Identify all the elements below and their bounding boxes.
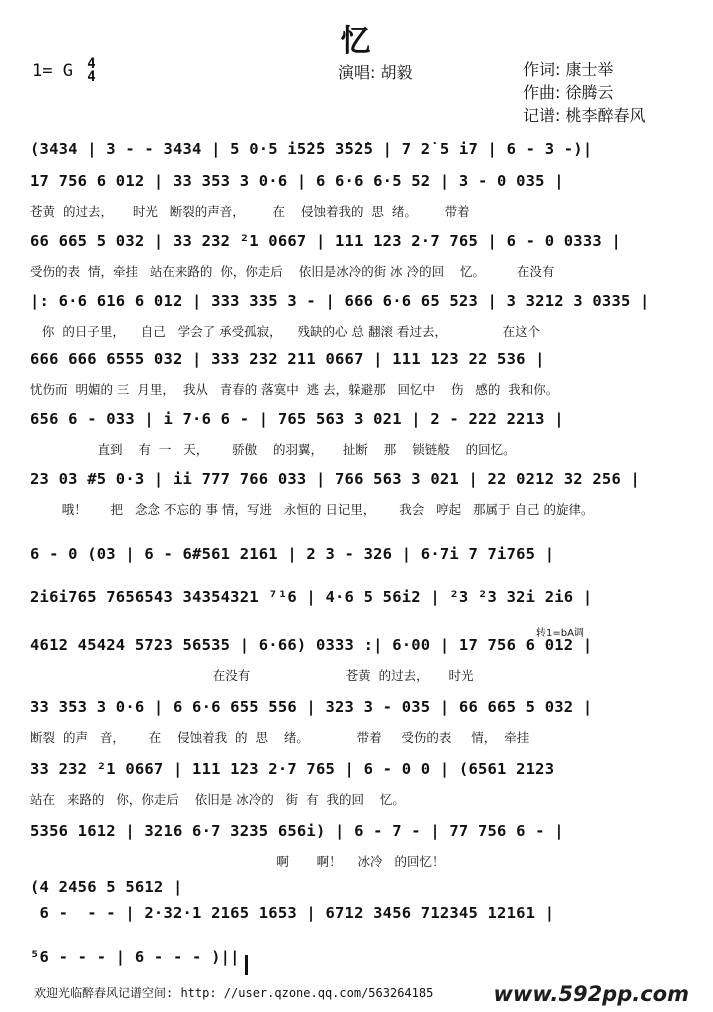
notation-line: 33 232 ²1 0667 | 111 123 2·7 765 | 6 - 0 0 | (6561 2123 <box>30 760 555 778</box>
final-barline <box>245 955 248 975</box>
modulation-note: 转1=bA调 <box>536 628 584 639</box>
key-label: 1= G <box>32 61 73 81</box>
notation-line: 17 756 6 012 | 33 353 3 0·6 | 6 6·6 6·5 52 | 3 - 0 035 | <box>30 172 564 190</box>
notation-line: 23 03 #5 0·3 | ii 777 766 033 | 766 563 3 021 | 22 0212 32 256 | <box>30 470 641 488</box>
lyrics-line: 你 的日子里， 自己 学会了 承受孤寂， 残缺的心 总 翻滚 看过去， 在这个 <box>30 324 541 339</box>
lyrics-line: 直到 有 一 天， 骄傲 的羽翼， 扯断 那 锁链般 的回忆。 <box>30 442 516 457</box>
notation-line: ⁵6 - - - | 6 - - - )|| <box>30 948 240 966</box>
meter-top: 4 <box>87 56 96 72</box>
notation-line: 4612 45424 5723 56535 | 6·66) 0333 :| 6·00 | 17 756 6 012 | <box>30 636 593 654</box>
notation-line: 666 666 6555 032 | 333 232 211 0667 | 111 123 22 536 | <box>30 350 545 368</box>
meter-bottom: 4 <box>87 69 96 85</box>
notation-line: 656 6 - 033 | i 7·6 6 - | 765 563 3 021 | 2 - 222 2213 | <box>30 410 564 428</box>
transcriber-credit: 记谱: 桃李醉春风 <box>523 106 646 125</box>
lyrics-line: 忧伤而 明媚的 三 月里， 我从 青春的 落寞中 逃 去，躲避那 回忆中 伤 感的 我和你。 <box>30 382 559 397</box>
notation-line: 2i6i765 7656543 34354321 ⁷¹6 | 4·6 5 56i2 | ²3 ²3 32i 2i6 | <box>30 588 593 606</box>
credits-block <box>523 58 645 127</box>
site-watermark: www.592pp.com <box>493 982 689 1006</box>
lyrics-line: 断裂 的声 音， 在 侵蚀着我 的 思 绪。 带着 受伤的表 情， 牵挂 <box>30 730 530 745</box>
lyrics-line: 受伤的表 情，牵挂 站在来路的 你，你走后 依旧是冰冷的街 冰 冷的回 忆。 在没有 <box>30 264 555 279</box>
key-signature <box>32 58 96 84</box>
lyrics-line: 在没有 苍黄 的过去， 时光 <box>30 668 474 683</box>
notation-line: 66 665 5 032 | 33 232 ²1 0667 | 111 123 2·7 765 | 6 - 0 0333 | <box>30 232 621 250</box>
footer-credit: 欢迎光临醉春风记谱空间: http: //user.qzone.qq.com/563264185 <box>34 986 434 1000</box>
lyrics-line: 苍黄 的过去， 时光 断裂的声音， 在 侵蚀着我的 思 绪。 带着 <box>30 204 470 219</box>
notation-line: 33 353 3 0·6 | 6 6·6 655 556 | 323 3 - 035 | 66 665 5 032 | <box>30 698 593 716</box>
notation-line: (3434 | 3 - - 3434 | 5 0·5 i5̇2̇5 3̇5̇2̇5 | 7 2̇ 5 i7 | 6 - 3 -)| <box>30 140 593 158</box>
song-title: 忆 <box>340 24 373 59</box>
lyrics-line: 哦！ 把 念念 不忘的 事 情，写进 永恒的 日记里， 我会 哼起 那属于 自己 的旋律。 <box>30 502 594 517</box>
time-signature <box>87 58 95 84</box>
lyrics-line: 站在 来路的 你，你走后 依旧是 冰冷的 街 有 我的回 忆。 <box>30 792 405 807</box>
notation-line: |: 6·6 616 6 012 | 333 335 3 - | 666 6·6 65 523 | 3 3212 3 0335 | <box>30 292 650 310</box>
composer-credit: 作曲: 徐腾云 <box>523 83 614 102</box>
notation-line: 5356 1612 | 3216 6·7 3235 656i) | 6 - 7 - | 77 756 6 - | <box>30 822 564 840</box>
lyricist-credit: 作词: 康士举 <box>523 60 614 79</box>
singer-credit: 演唱: 胡毅 <box>338 63 413 82</box>
lyrics-line: 啊 啊！ 冰冷 的回忆！ <box>30 854 445 869</box>
notation-line: 6 - 0 (03 | 6 - 6#561 2161 | 2 3 - 326 | 6·7i 7 7i765 | <box>30 545 555 563</box>
notation-line: (4 2456 5 5612 | 6 - - - | 2·32·1 2165 1653 | 6712 3456 712345 12161 | <box>30 878 555 922</box>
